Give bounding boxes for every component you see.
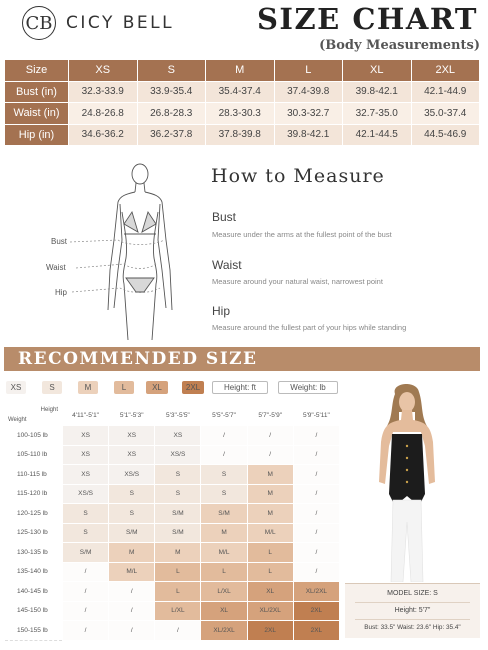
table-cell: 26.8-28.3 [137, 103, 206, 125]
header-cell: S [137, 60, 206, 82]
size-cell: S [63, 523, 109, 543]
size-table-header [5, 60, 480, 82]
header-cell: XS [69, 60, 138, 82]
size-cell: / [293, 445, 339, 465]
size-cell: S [201, 465, 247, 485]
corner-cell [5, 405, 63, 426]
size-cell: M [201, 523, 247, 543]
size-cell: XL [247, 582, 293, 602]
measure-label-hip: Hip [212, 304, 231, 318]
table-cell: 44.5-46.9 [411, 124, 480, 146]
size-cell: S [109, 484, 155, 504]
table-row [5, 465, 340, 485]
header-cell: XL [343, 60, 412, 82]
size-cell: / [201, 445, 247, 465]
model-height: Height: 5'7" [394, 607, 431, 614]
size-cell: / [247, 426, 293, 446]
table-cell: 32.7-35.0 [343, 103, 412, 125]
size-cell: / [293, 543, 339, 563]
table-cell: 42.1-44.9 [411, 81, 480, 103]
size-cell: / [109, 582, 155, 602]
table-cell: 37.8-39.8 [206, 124, 275, 146]
weight-label: 130-135 lb [5, 543, 63, 563]
size-cell: S/M [155, 523, 201, 543]
size-cell: XS [109, 426, 155, 446]
size-cell: / [201, 426, 247, 446]
size-cell: / [63, 582, 109, 602]
size-cell: / [155, 621, 201, 641]
row-label: Bust (in) [5, 81, 69, 103]
size-cell: M [155, 543, 201, 563]
height-header: 5'3"-5'5" [155, 405, 201, 426]
table-row [5, 426, 340, 446]
size-cell: / [293, 504, 339, 524]
brand-logo [22, 6, 174, 40]
size-cell: XS/S [155, 445, 201, 465]
size-cell: S [155, 484, 201, 504]
weight-label: 115-120 lb [5, 484, 63, 504]
measure-label-bust: Bust [212, 210, 237, 224]
size-cell: M/L [109, 562, 155, 582]
weight-label: 110-115 lb [5, 465, 63, 485]
legend-2xl: 2XL [182, 381, 204, 394]
size-cell: / [109, 601, 155, 621]
size-cell: M/L [201, 543, 247, 563]
body-measure-figure [48, 160, 198, 340]
table-cell: 37.4-39.8 [274, 81, 343, 103]
corner-weight-label: Weight [8, 417, 27, 423]
table-cell: 35.4-37.4 [206, 81, 275, 103]
size-cell: XS [63, 445, 109, 465]
size-cell: M [247, 504, 293, 524]
size-cell: / [293, 562, 339, 582]
table-row [5, 601, 340, 621]
divider [355, 619, 470, 620]
table-cell: 32.3-33.9 [69, 81, 138, 103]
table-row [5, 445, 340, 465]
size-cell: L [247, 543, 293, 563]
height-header: 5'9"-5'11" [293, 405, 339, 426]
weight-label: 105-110 lb [5, 445, 63, 465]
legend-xs: XS [6, 381, 26, 394]
figure-label-bust: Bust [51, 237, 68, 246]
size-cell: S [63, 504, 109, 524]
height-unit-label: Height: ft [212, 381, 268, 394]
size-cell: XS [63, 465, 109, 485]
model-size: MODEL SIZE: S [387, 590, 438, 597]
size-cell: XL/2XL [247, 601, 293, 621]
size-cell: M [109, 543, 155, 563]
divider [355, 602, 470, 603]
table-row [5, 562, 340, 582]
model-measurements: Bust: 33.5" Waist: 23.6" Hip: 35.4" [364, 624, 461, 631]
height-header: 5'5"-5'7" [201, 405, 247, 426]
size-cell: XS/S [109, 465, 155, 485]
legend-m: M [78, 381, 98, 394]
corner-height-label: Height [40, 407, 58, 413]
table-cell: 39.8-42.1 [274, 124, 343, 146]
table-cell: 24.8-26.8 [69, 103, 138, 125]
model-photo [357, 382, 457, 582]
header-cell: Size [5, 60, 69, 82]
size-cell: / [247, 445, 293, 465]
legend-l: L [114, 381, 134, 394]
table-row [5, 124, 480, 146]
table-row [5, 523, 340, 543]
size-table [4, 59, 480, 146]
weight-label: 150-155 lb [5, 621, 63, 641]
size-cell: / [293, 523, 339, 543]
size-cell: 2XL [293, 621, 339, 641]
size-cell: M/L [247, 523, 293, 543]
rec-header-row [5, 405, 340, 426]
header-cell: L [274, 60, 343, 82]
recommended-size-table [4, 404, 340, 641]
header-cell: M [206, 60, 275, 82]
model-info-card [345, 583, 480, 638]
how-to-measure-title: How to Measure [211, 165, 385, 187]
logo-mark: CB [22, 6, 56, 40]
size-cell: XS [155, 426, 201, 446]
weight-label: 120-125 lb [5, 504, 63, 524]
size-cell: L [155, 562, 201, 582]
table-cell: 34.6-36.2 [69, 124, 138, 146]
size-cell: XL/2XL [201, 621, 247, 641]
row-label: Waist (in) [5, 103, 69, 125]
table-row [5, 103, 480, 125]
size-cell: / [63, 601, 109, 621]
size-cell: / [63, 621, 109, 641]
page-subtitle: (Body Measurements) [319, 38, 480, 53]
page-title: SIZE CHART [256, 2, 478, 36]
size-cell: 2XL [247, 621, 293, 641]
size-cell: S/M [109, 523, 155, 543]
size-cell: S [109, 504, 155, 524]
legend-xl: XL [146, 381, 168, 394]
table-cell: 39.8-42.1 [343, 81, 412, 103]
table-row [5, 543, 340, 563]
size-cell: / [109, 621, 155, 641]
figure-label-hip: Hip [55, 288, 68, 297]
size-cell: S/M [63, 543, 109, 563]
measure-desc-bust: Measure under the arms at the fullest point of the bust [212, 230, 392, 239]
size-cell: L [247, 562, 293, 582]
recommended-title: RECOMMENDED SIZE [18, 349, 258, 369]
size-cell: L [201, 562, 247, 582]
figure-label-waist: Waist [46, 263, 66, 272]
size-cell: L [155, 582, 201, 602]
size-cell: S [201, 484, 247, 504]
row-label: Hip (in) [5, 124, 69, 146]
size-cell: XL/2XL [293, 582, 339, 602]
size-cell: M [247, 465, 293, 485]
size-cell: / [293, 484, 339, 504]
size-cell: S/M [201, 504, 247, 524]
recommended-banner [4, 347, 480, 371]
brand-name: CICY BELL [66, 13, 175, 33]
size-cell: / [293, 465, 339, 485]
height-header: 4'11"-5'1" [63, 405, 109, 426]
measure-label-waist: Waist [212, 258, 242, 272]
table-cell: 36.2-37.8 [137, 124, 206, 146]
header-cell: 2XL [411, 60, 480, 82]
size-cell: S [155, 465, 201, 485]
size-cell: XS [109, 445, 155, 465]
weight-label: 135-140 lb [5, 562, 63, 582]
table-cell: 35.0-37.4 [411, 103, 480, 125]
size-cell: / [63, 562, 109, 582]
height-header: 5'1"-5'3" [109, 405, 155, 426]
weight-label: 145-150 lb [5, 601, 63, 621]
table-row [5, 81, 480, 103]
measure-desc-hip: Measure around the fullest part of your hips while standing [212, 323, 407, 332]
table-cell: 28.3-30.3 [206, 103, 275, 125]
weight-label: 125-130 lb [5, 523, 63, 543]
size-cell: M [247, 484, 293, 504]
table-row [5, 504, 340, 524]
size-cell: XS [63, 426, 109, 446]
table-cell: 42.1-44.5 [343, 124, 412, 146]
legend-s: S [42, 381, 62, 394]
size-cell: L/XL [201, 582, 247, 602]
weight-label: 140-145 lb [5, 582, 63, 602]
height-header: 5'7"-5'9" [247, 405, 293, 426]
weight-unit-label: Weight: lb [278, 381, 338, 394]
table-row [5, 621, 340, 641]
weight-label: 100-105 lb [5, 426, 63, 446]
size-cell: S/M [155, 504, 201, 524]
size-cell: / [293, 426, 339, 446]
table-cell: 33.9-35.4 [137, 81, 206, 103]
size-cell: XL [201, 601, 247, 621]
size-cell: 2XL [293, 601, 339, 621]
size-cell: XS/S [63, 484, 109, 504]
size-cell: L/XL [155, 601, 201, 621]
table-row [5, 484, 340, 504]
measure-desc-waist: Measure around your natural waist, narrowest point [212, 277, 383, 286]
table-row [5, 582, 340, 602]
table-cell: 30.3-32.7 [274, 103, 343, 125]
